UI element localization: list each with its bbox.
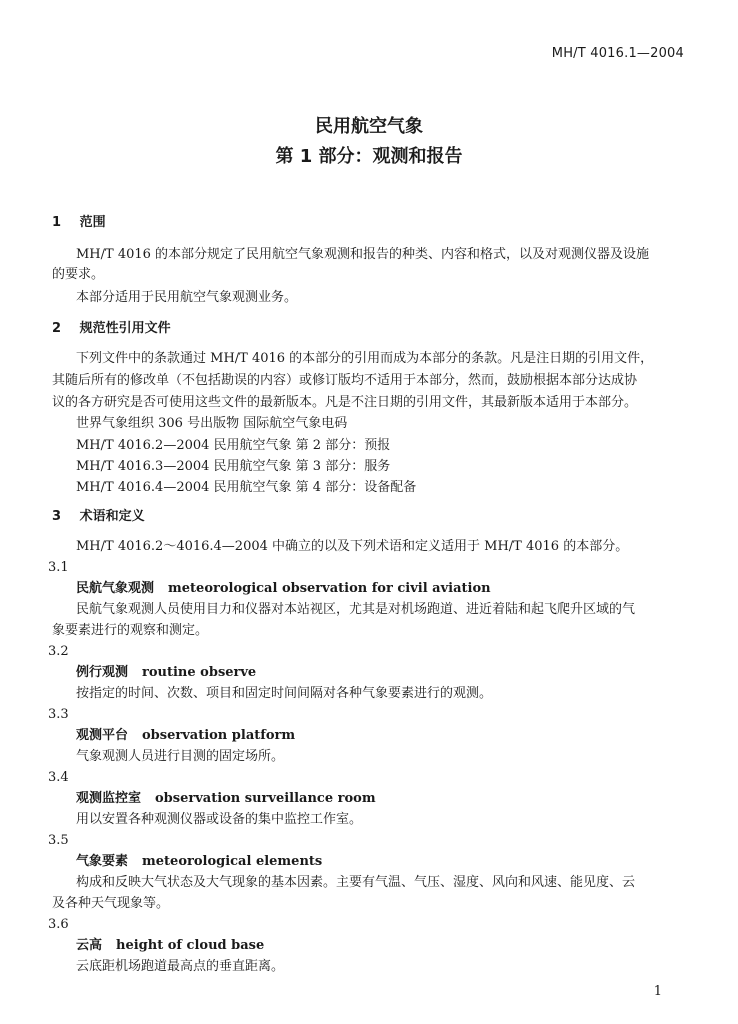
paragraph: 议的各方研究是否可使用这些文件的最新版本。凡是不注日期的引用文件，其最新版本适用于本部分。 — [52, 395, 638, 410]
term-cn: 观测平台 — [76, 728, 129, 743]
term-en: meteorological observation for civil aviation — [168, 581, 491, 596]
term-definition: 按指定的时间、次数、项目和固定时间间隔对各种气象要素进行的观测。 — [76, 686, 493, 701]
reference-item: MH/T 4016.3—2004 民用航空气象 第 3 部分：服务 — [76, 459, 391, 474]
term-heading — [76, 727, 295, 745]
term-definition: 象要素进行的观察和测定。 — [52, 623, 209, 638]
term-en: observation surveillance room — [155, 791, 376, 806]
term-en: meteorological elements — [142, 854, 323, 869]
section-3-heading — [52, 508, 145, 526]
section-title: 范围 — [79, 215, 106, 230]
page-number: 1 — [653, 984, 662, 999]
term-cn: 观测监控室 — [76, 791, 142, 806]
term-definition: 构成和反映大气状态及大气现象的基本因素。主要有气温、气压、湿度、风向和风速、能见度、云 — [76, 875, 636, 890]
term-en: observation platform — [142, 728, 296, 743]
standard-code: MH/T 4016.1—2004 — [551, 46, 684, 61]
term-heading — [76, 580, 491, 598]
section-number: 2 — [52, 321, 62, 336]
term-heading — [76, 790, 376, 808]
term-number: 3.2 — [48, 644, 69, 659]
term-en: height of cloud base — [116, 938, 265, 953]
document-subtitle: 第 1 部分：观测和报告 — [275, 146, 463, 167]
term-cn: 民航气象观测 — [76, 581, 155, 596]
document-title: 民用航空气象 — [315, 116, 423, 137]
term-heading — [76, 853, 322, 871]
term-number: 3.1 — [48, 560, 69, 575]
term-cn: 例行观测 — [76, 665, 129, 680]
paragraph: 的要求。 — [52, 267, 105, 282]
term-cn: 气象要素 — [76, 854, 129, 869]
term-definition: 及各种天气现象等。 — [52, 896, 170, 911]
section-title: 术语和定义 — [79, 509, 145, 524]
term-cn: 云高 — [76, 938, 103, 953]
section-number: 1 — [52, 215, 62, 230]
term-number: 3.3 — [48, 707, 69, 722]
term-definition: 用以安置各种观测仪器或设备的集中监控工作室。 — [76, 812, 363, 827]
term-heading — [76, 664, 256, 682]
section-1-heading — [52, 214, 106, 232]
paragraph: 其随后所有的修改单（不包括勘误的内容）或修订版均不适用于本部分，然而，鼓励根据本部分达成协 — [52, 373, 638, 388]
term-en: routine observe — [142, 665, 257, 680]
paragraph: MH/T 4016 的本部分规定了民用航空气象观测和报告的种类、内容和格式，以及对观测仪器及设施 — [76, 247, 650, 262]
paragraph: 下列文件中的条款通过 MH/T 4016 的本部分的引用而成为本部分的条款。凡是注日期的引用文件， — [76, 351, 654, 366]
paragraph: MH/T 4016.2～4016.4—2004 中确立的以及下列术语和定义适用于 MH/T 4016 的本部分。 — [76, 539, 629, 554]
section-2-heading — [52, 320, 171, 338]
term-definition: 云底距机场跑道最高点的垂直距离。 — [76, 959, 285, 974]
term-number: 3.6 — [48, 917, 69, 932]
reference-item: MH/T 4016.2—2004 民用航空气象 第 2 部分：预报 — [76, 438, 391, 453]
term-number: 3.5 — [48, 833, 69, 848]
paragraph: 本部分适用于民用航空气象观测业务。 — [76, 290, 298, 305]
term-definition: 气象观测人员进行目测的固定场所。 — [76, 749, 285, 764]
reference-item: 世界气象组织 306 号出版物 国际航空气象电码 — [76, 416, 348, 431]
term-heading — [76, 937, 264, 955]
reference-item: MH/T 4016.4—2004 民用航空气象 第 4 部分：设备配备 — [76, 480, 417, 495]
section-number: 3 — [52, 509, 62, 524]
term-number: 3.4 — [48, 770, 69, 785]
section-title: 规范性引用文件 — [79, 321, 171, 336]
term-definition: 民航气象观测人员使用目力和仪器对本站视区，尤其是对机场跑道、进近着陆和起飞爬升区域的气 — [76, 602, 636, 617]
